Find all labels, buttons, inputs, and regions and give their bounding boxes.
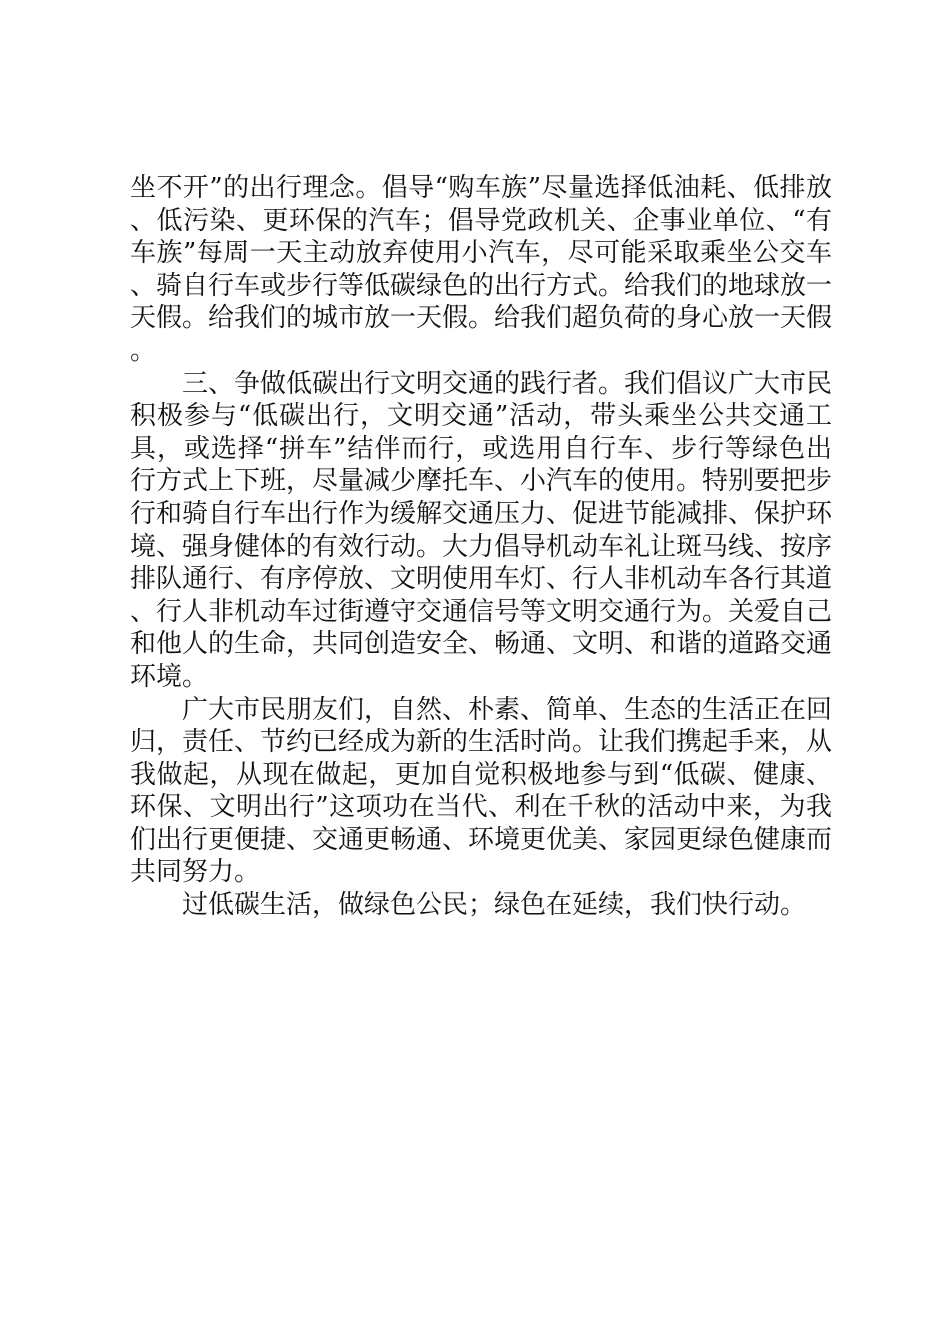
paragraph-section-three: 三、争做低碳出行文明交通的践行者。我们倡议广大市民积极参与“低碳出行，文明交通”活动，带头乘坐公共交通工具，或选择“拼车”结伴而行，或选用自行车、步行等绿色出行方式上下班，尽量减少摩托车、小汽车的使用。特别要把步行和骑自行车出行作为缓解交通压力、促进节能减排、保护环境、强身健体的有效行动。大力倡导机动车礼让斑马线、按序排队通行、有序停放、文明使用车灯、行人非机动车各行其道、行人非机动车过街遵守交通信号等文明交通行为。关爱自己和他人的生命，共同创造安全、畅通、文明、和谐的道路交通环境。 — [130, 368, 833, 692]
paragraph-continuation: 坐不开”的出行理念。倡导“购车族”尽量选择低油耗、低排放、低污染、更环保的汽车；倡导党政机关、企事业单位、“有车族”每周一天主动放弃使用小汽车，尽可能采取乘坐公交车、骑自行车或步行等低碳绿色的出行方式。给我们的地球放一天假。给我们的城市放一天假。给我们超负荷的身心放一天假。 — [130, 173, 833, 366]
paragraph-appeal: 广大市民朋友们，自然、朴素、简单、生态的生活正在回归，责任、节约已经成为新的生活时尚。让我们携起手来，从我做起，从现在做起，更加自觉积极地参与到“低碳、健康、环保、文明出行”这项功在当代、利在千秋的活动中来，为我们出行更便捷、交通更畅通、环境更优美、家园更绿色健康而共同努力。 — [130, 694, 833, 888]
document-body — [130, 172, 832, 922]
paragraph-slogan: 过低碳生活，做绿色公民；绿色在延续，我们快行动。 — [182, 890, 807, 921]
